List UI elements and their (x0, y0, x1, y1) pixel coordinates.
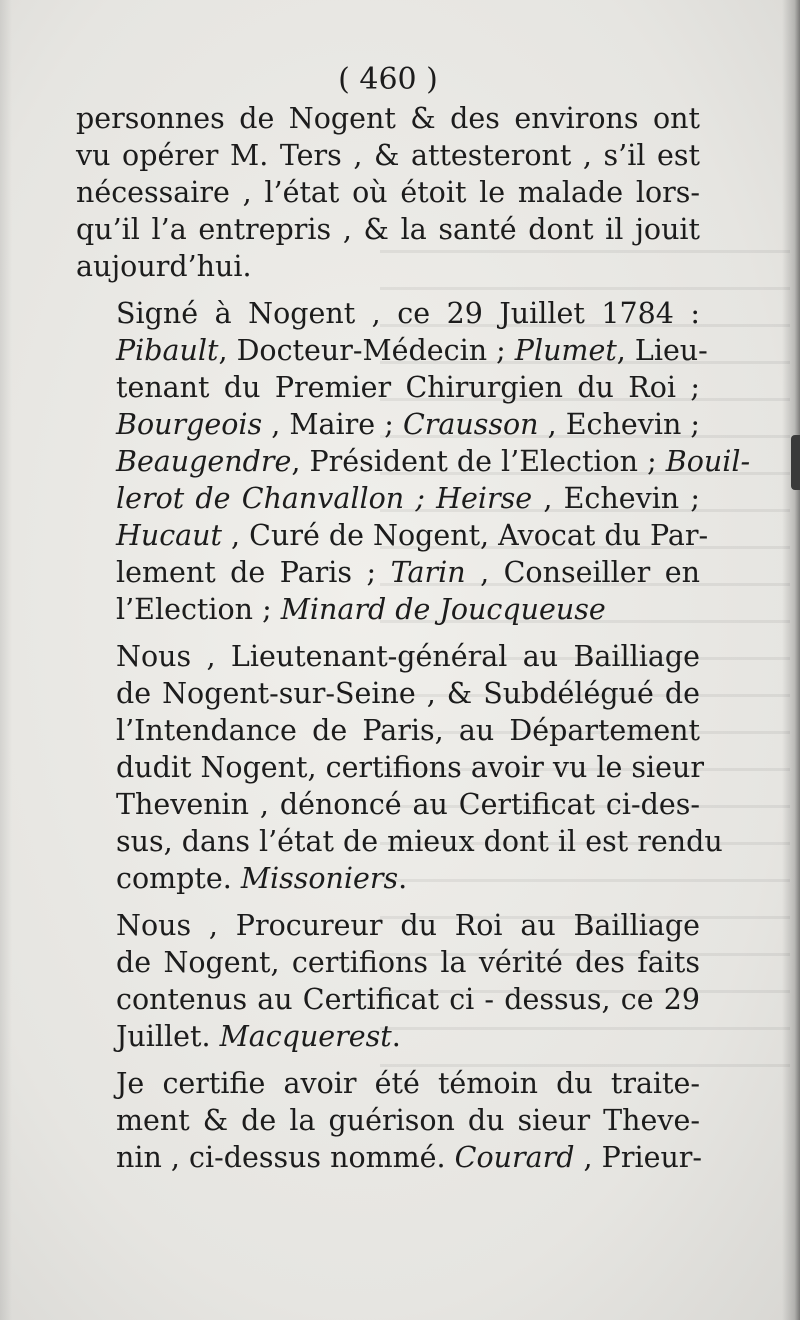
signatory-name: lerot de Chanvallon ; Heirse (116, 482, 533, 515)
text-run: Nous , Lieutenant-général au Bailliage (116, 640, 700, 673)
text-run: compte. (116, 862, 241, 895)
text-run: , Echevin ; (538, 408, 700, 441)
text-run: tenant du Premier Chirurgien du Roi ; (116, 371, 700, 404)
text-line (76, 749, 705, 786)
text-run: , Lieu- (616, 334, 708, 367)
text-run: Juillet. (116, 1020, 220, 1053)
page-number: ( 460 ) (338, 62, 438, 97)
signatory-name: Tarin (390, 556, 466, 589)
text-run: dudit Nogent, certifions avoir vu le sieur (116, 751, 705, 784)
text-line (76, 712, 700, 749)
paragraph (76, 638, 723, 897)
text-line (76, 332, 708, 369)
text-line (76, 638, 700, 675)
text-line (76, 1018, 700, 1055)
paragraph (76, 907, 700, 1055)
text-run: sus, dans l’état de mieux dont il est rendu (116, 825, 723, 858)
text-line (76, 517, 709, 554)
text-line (76, 907, 700, 944)
text-line (76, 174, 700, 211)
signatory-name: Bourgeois (116, 408, 263, 441)
text-line (76, 786, 700, 823)
text-run: , Curé de Nogent, Avocat du Par- (221, 519, 709, 552)
text-run: . (398, 862, 408, 895)
text-run: nin , ci-dessus nommé. (116, 1141, 455, 1174)
signatory-name: Macquerest (219, 1020, 392, 1053)
text-run: nécessaire , l’état où étoit le malade lors- (76, 176, 700, 209)
signatory-name: Minard de Joucqueuse (280, 593, 606, 626)
paragraph (76, 100, 700, 285)
text-line (76, 981, 700, 1018)
text-line (76, 554, 700, 591)
text-run: aujourd’hui. (76, 250, 252, 283)
text-run: de Nogent-sur-Seine , & Subdélégué de (116, 677, 700, 710)
text-run: , Echevin ; (532, 482, 700, 515)
text-line (76, 369, 700, 406)
text-line (76, 480, 700, 517)
text-run: lement de Paris ; (116, 556, 391, 589)
text-run: Thevenin , dénoncé au Certificat ci-des- (116, 788, 700, 821)
signatory-name: Courard (454, 1141, 575, 1174)
text-run: Nous , Procureur du Roi au Bailliage (116, 909, 700, 942)
text-run: , Prieur- (574, 1141, 703, 1174)
signatory-name: Beaugendre (116, 445, 292, 478)
page-tab-mark (791, 435, 800, 490)
text-line (76, 248, 700, 285)
signatory-name: Hucaut (116, 519, 222, 552)
text-run: vu opérer M. Ters , & attesteront , s’il est (76, 139, 700, 172)
text-line (76, 1102, 700, 1139)
text-line (76, 1065, 700, 1102)
signatory-name: Pibault (116, 334, 219, 367)
text-run: l’Intendance de Paris, au Département (116, 714, 700, 747)
text-line (76, 295, 700, 332)
text-line (76, 823, 723, 860)
text-run: l’Election ; (116, 593, 281, 626)
gutter-shadow (0, 0, 12, 1320)
text-line (76, 860, 700, 897)
paragraphs (76, 100, 751, 1176)
text-run: Signé à Nogent , ce 29 Juillet 1784 : (116, 297, 700, 330)
text-line (76, 591, 700, 628)
text-run: , Maire ; (262, 408, 403, 441)
signatory-name: Plumet (514, 334, 617, 367)
text-run: contenus au Certificat ci - dessus, ce 29 (116, 983, 700, 1016)
text-run: de Nogent, certifions la vérité des faits (116, 946, 700, 979)
text-line (76, 100, 700, 137)
text-run: . (391, 1020, 401, 1053)
text-run: , Président de l’Election ; (291, 445, 666, 478)
signatory-name: Crausson (402, 408, 539, 441)
signatory-name: Bouil- (665, 445, 751, 478)
text-line (76, 443, 751, 480)
text-line (76, 137, 700, 174)
text-run: personnes de Nogent & des environs ont (76, 102, 700, 135)
text-run: , Docteur-Médecin ; (218, 334, 515, 367)
text-line (76, 1139, 703, 1176)
text-line (76, 211, 700, 248)
text-run: , Conseiller en (465, 556, 701, 589)
text-run: Je certifie avoir été témoin du traite- (116, 1067, 700, 1100)
paragraph (76, 1065, 703, 1176)
text-run: ment & de la guérison du sieur Theve- (116, 1104, 700, 1137)
signatory-name: Missoniers (240, 862, 399, 895)
text-line (76, 675, 700, 712)
text-line (76, 944, 700, 981)
page-edge (782, 0, 800, 1320)
text-block (76, 60, 751, 1186)
text-run: qu’il l’a entrepris , & la santé dont il jouit (76, 213, 700, 246)
paragraph (76, 295, 751, 628)
text-line (76, 406, 700, 443)
